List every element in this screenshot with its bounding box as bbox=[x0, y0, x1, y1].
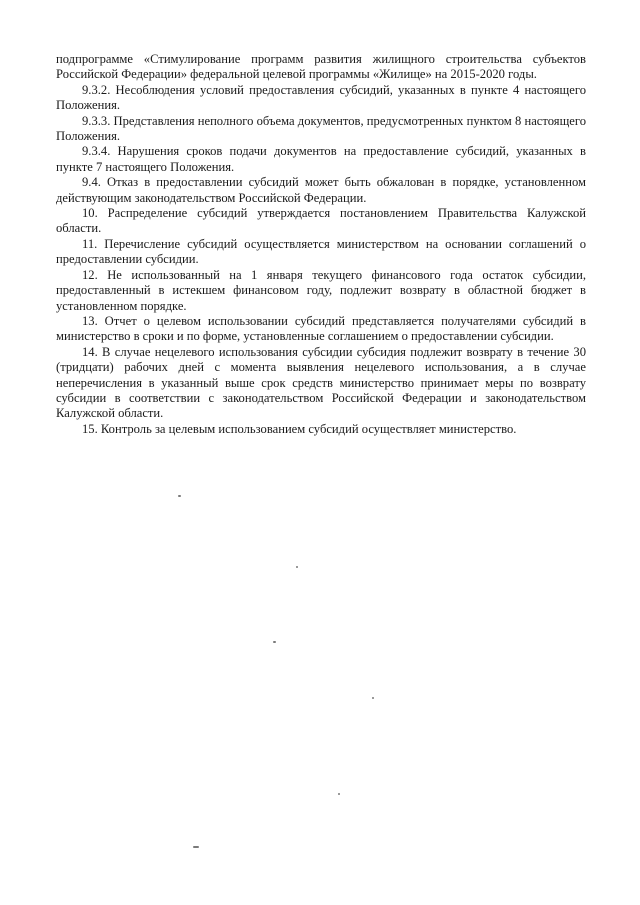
scan-speck bbox=[296, 566, 298, 568]
paragraph-9-3-4: 9.3.4. Нарушения сроков подачи документов на предоставление субсидий, указанных в пункте 7 настоящего Положения. bbox=[56, 144, 586, 174]
scan-speck bbox=[193, 846, 199, 848]
paragraph-11: 11. Перечисление субсидий осуществляется министерством на основании соглашений о предоставлении субсидии. bbox=[56, 236, 586, 267]
scan-speck bbox=[178, 495, 181, 497]
document-page bbox=[56, 52, 586, 437]
paragraph-9-3-2: 9.3.2. Несоблюдения условий предоставления субсидий, указанных в пункте 4 настоящего Положения. bbox=[56, 82, 586, 113]
paragraph-13: 13. Отчет о целевом использовании субсидий представляется получателями субсидий в министерство в сроки и по форме, установленные соглашением о предоставлении субсидии. bbox=[56, 313, 586, 344]
paragraph-9-4: 9.4. Отказ в предоставлении субсидий может быть обжалован в порядке, установленном действующим законодательством Российской Федерации. bbox=[56, 175, 586, 205]
paragraph-10: 10. Распределение субсидий утверждается постановлением Правительства Калужской области. bbox=[56, 206, 586, 236]
paragraph-14: 14. В случае нецелевого использования субсидии субсидия подлежит возврату в течение 30 (тридцати) рабочих дней с момента выявления нецелевого использования, а в случае неперечисления в указанный выше срок средств министерство принимает меры по возврату субсидии в соответствии с законодательством Российской Федерации и законодательством Калужской области. bbox=[56, 344, 586, 421]
scan-speck bbox=[372, 697, 374, 699]
paragraph-9-3-3: 9.3.3. Представления неполного объема документов, предусмотренных пунктом 8 настоящего Положения. bbox=[56, 113, 586, 144]
scan-speck bbox=[338, 793, 340, 795]
scan-speck bbox=[273, 641, 276, 643]
paragraph-15: 15. Контроль за целевым использованием субсидий осуществляет министерство. bbox=[82, 421, 517, 436]
paragraph-12: 12. Не использованный на 1 января текущего финансового года остаток субсидии, предоставленный в истекшем финансовом году, подлежит возврату в областной бюджет в установленном порядке. bbox=[56, 267, 586, 313]
paragraph-continuation: подпрограмме «Стимулирование программ развития жилищного строительства субъектов Российской Федерации» федеральной целевой программы «Жилище» на 2015-2020 годы. bbox=[56, 52, 586, 82]
